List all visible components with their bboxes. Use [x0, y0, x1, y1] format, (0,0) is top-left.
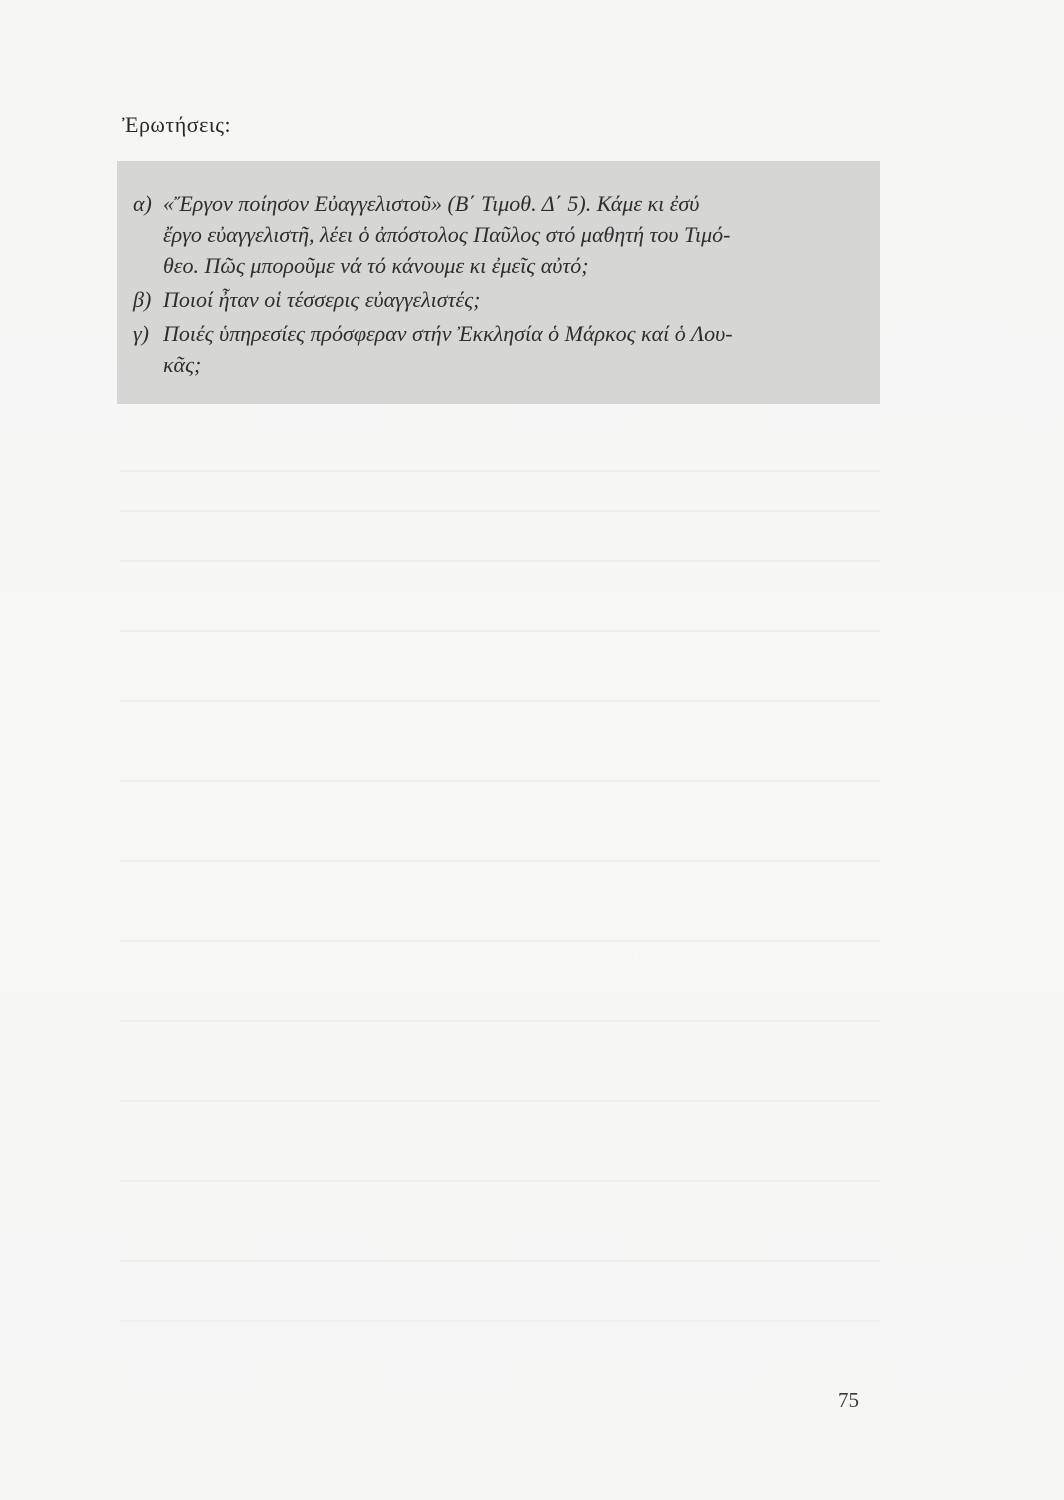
- question-c-line-1: Ποιές ὑπηρεσίες πρόσφεραν στήν Ἐκκλησία ὁ Μάρκος καί ὁ Λου-: [163, 321, 733, 346]
- question-b-marker: β): [133, 287, 152, 312]
- question-a-line-3: θεο. Πῶς μποροῦμε νά τό κάνουμε κι ἐμεῖς αὐτό;: [163, 253, 589, 278]
- page-number: 75: [838, 1388, 859, 1412]
- question-c-line-2: κᾶς;: [163, 352, 202, 377]
- bleed-through-line: [120, 1180, 880, 1182]
- bleed-through-line: [120, 1100, 880, 1102]
- bleed-through-line: [120, 780, 880, 782]
- section-heading: Ἐρωτήσεις:: [122, 112, 232, 137]
- question-b-line-1: Ποιοί ἦταν οἱ τέσσερις εὐαγγελιστές;: [163, 287, 481, 312]
- bleed-through-line: [120, 1260, 880, 1262]
- bleed-through-line: [120, 510, 880, 512]
- bleed-through-line: [120, 700, 880, 702]
- bleed-through-line: [120, 860, 880, 862]
- bleed-through-line: [120, 560, 880, 562]
- question-a-line-1: «Ἔργον ποίησον Εὐαγγελιστοῦ» (Β΄ Τιμοθ. Δ΄ 5). Κάμε κι ἐσύ: [163, 191, 700, 216]
- bleed-through-line: [120, 630, 880, 632]
- bleed-through-line: [120, 1320, 880, 1322]
- question-c-marker: γ): [133, 321, 149, 346]
- question-a-marker: α): [133, 191, 152, 216]
- bleed-through-line: [120, 940, 880, 942]
- bleed-through-line: [120, 470, 880, 472]
- bleed-through-line: [120, 1020, 880, 1022]
- question-a-line-2: ἔργο εὐαγγελιστῆ, λέει ὁ ἀπόστολος Παῦλος στό μαθητή του Τιμό-: [163, 222, 731, 247]
